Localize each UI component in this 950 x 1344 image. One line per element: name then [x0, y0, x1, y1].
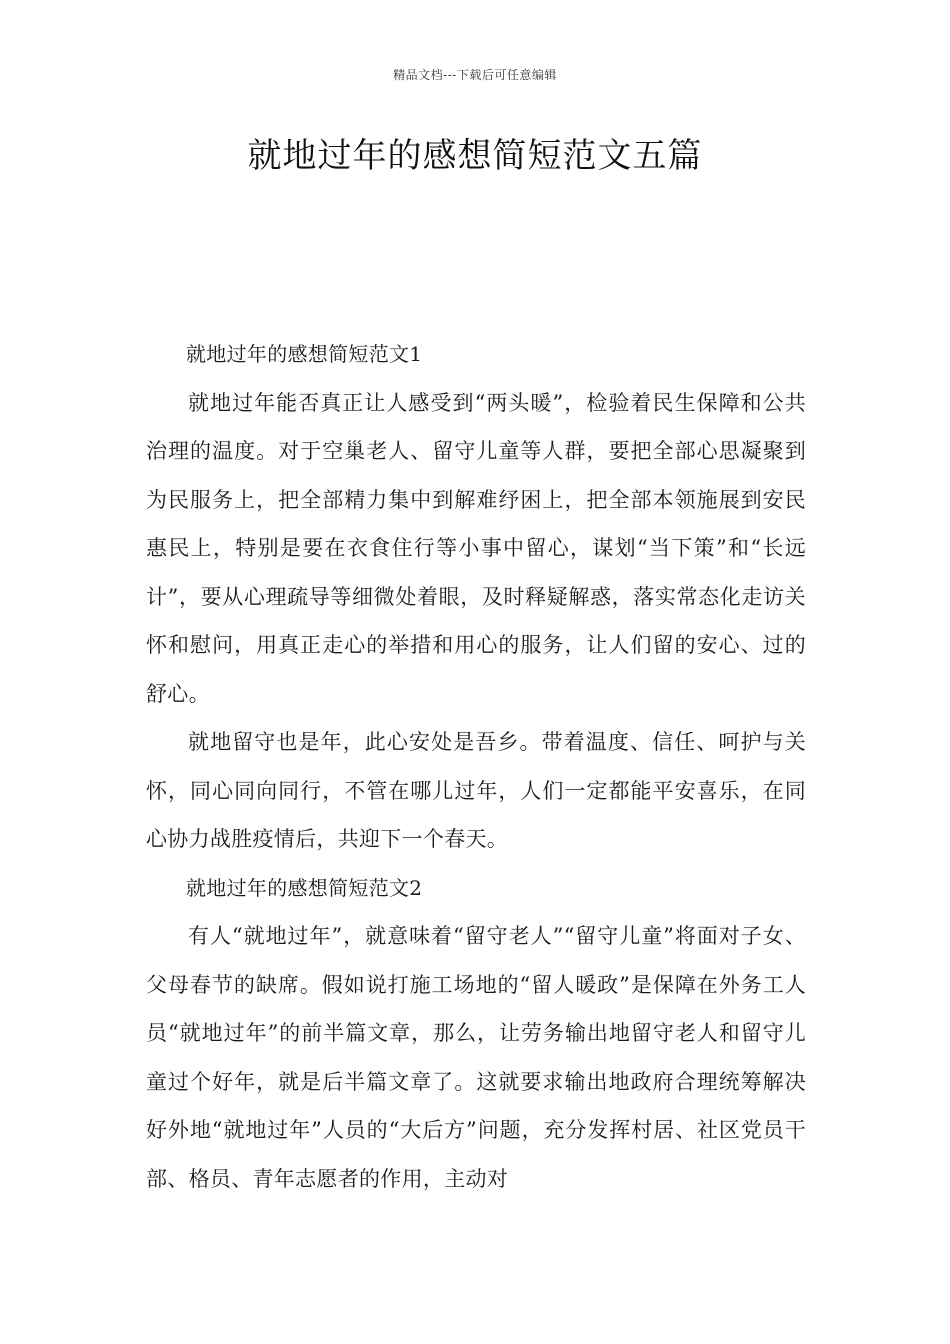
document-body	[146, 330, 806, 1203]
document-title: 就地过年的感想简短范文五篇	[247, 136, 703, 176]
paragraph: 就地留守也是年，此心安处是吾乡。带着温度、信任、呵护与关怀，同心同向同行，不管在哪儿过年，人们一定都能平安喜乐，在同心协力战胜疫情后，共迎下一个春天。	[146, 730, 806, 851]
section-heading-2: 就地过年的感想简短范文2	[186, 875, 423, 900]
paragraph: 有人“就地过年”，就意味着“留守老人”“留守儿童”将面对子女、父母春节的缺席。假如说打施工场地的“留人暖政”是保障在外务工人员“就地过年”的前半篇文章，那么，让劳务输出地留守老人和留守儿童过个好年，就是后半篇文章了。这就要求输出地政府合理统筹解决好外地“就地过年”人员的“大后方”问题，充分发挥村居、社区党员干部、格员、青年志愿者的作用，主动对	[146, 924, 806, 1191]
page-header-note: 精品文档---下载后可任意编辑	[393, 68, 557, 82]
section-heading-1: 就地过年的感想简短范文1	[186, 342, 423, 366]
paragraph: 就地过年能否真正让人感受到“两头暖”，检验着民生保障和公共治理的温度。对于空巢老人、留守儿童等人群，要把全部心思凝聚到为民服务上，把全部精力集中到解难纾困上，把全部本领施展到安民惠民上，特别是要在衣食住行等小事中留心，谋划“当下策”和“长远计”，要从心理疏导等细微处着眼，及时释疑解惑，落实常态化走访关怀和慰问，用真正走心的举措和用心的服务，让人们留的安心、过的舒心。	[146, 390, 806, 706]
